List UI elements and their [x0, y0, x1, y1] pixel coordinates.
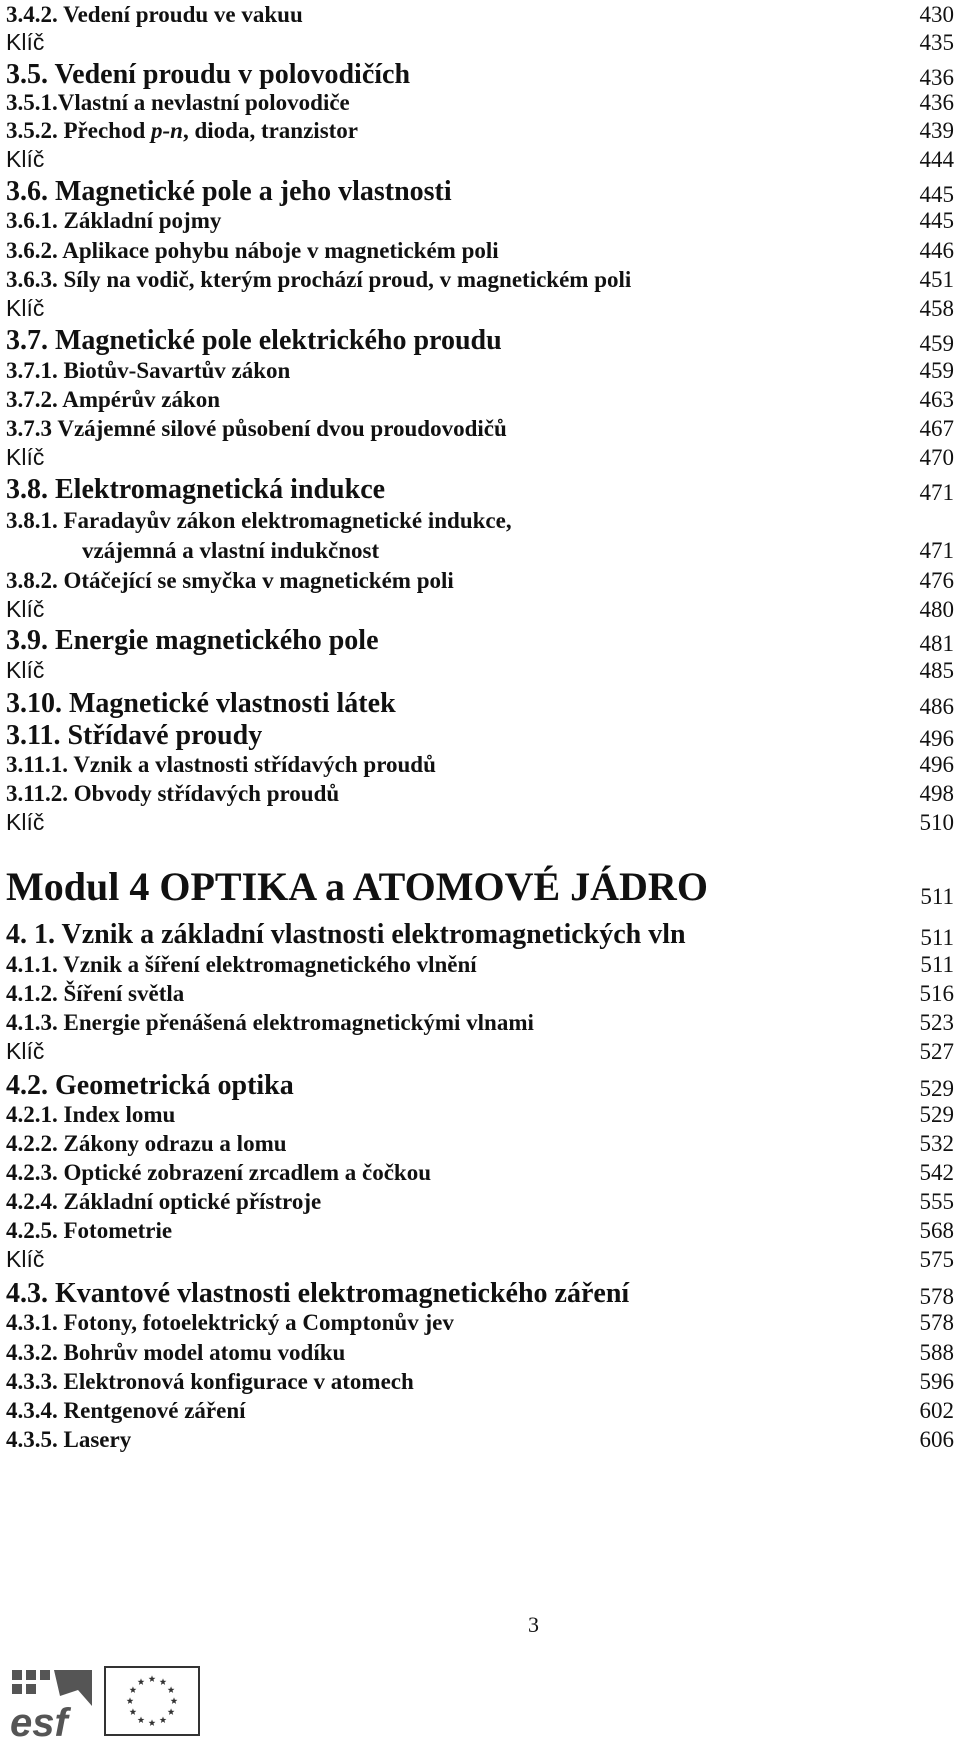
toc-entry-title: 3.5.2. Přechod p-n, dioda, tranzistor	[6, 118, 359, 143]
toc-entry-title: 4. 1. Vznik a základní vlastnosti elektromagnetických vln	[6, 919, 686, 950]
toc-entry-title: 4.3.2. Bohrův model atomu vodíku	[6, 1340, 346, 1365]
toc-entry-title: 3.7.1. Biotův-Savartův zákon	[6, 358, 291, 383]
toc-entry-title: Klíč	[6, 29, 45, 55]
toc-entry-page: 458	[919, 296, 954, 321]
toc-subsection-entry[interactable]	[6, 1425, 960, 1455]
toc-entry-page: 542	[919, 1160, 954, 1185]
toc-entry-page: 498	[919, 781, 954, 806]
toc-entry-title: Klíč	[6, 809, 45, 835]
toc-subsection-entry[interactable]	[6, 88, 960, 118]
toc-entry-title: 4.3.4. Rentgenové záření	[6, 1398, 246, 1423]
toc-entry-title: 3.7.2. Ampérův zákon	[6, 387, 221, 412]
toc-key-entry[interactable]	[6, 145, 960, 175]
toc-entry-page: 511	[920, 925, 954, 950]
toc-subsection-entry[interactable]	[6, 414, 960, 444]
toc-entry-title: 3.10. Magnetické vlastnosti látek	[6, 688, 396, 719]
toc-subsection-entry[interactable]	[6, 1338, 960, 1368]
toc-entry-title: Klíč	[6, 657, 45, 683]
toc-entry-page: 578	[919, 1284, 954, 1309]
toc-entry-page: 471	[919, 538, 954, 563]
toc-entry-page: 555	[919, 1189, 954, 1214]
toc-entry-page: 445	[919, 182, 954, 207]
toc-key-entry[interactable]	[6, 294, 960, 324]
toc-entry-title: 4.3.3. Elektronová konfigurace v atomech	[6, 1369, 414, 1394]
toc-entry-page: 523	[919, 1010, 954, 1035]
toc-entry-page: 602	[919, 1398, 954, 1423]
eu-flag-icon	[104, 1666, 200, 1736]
toc-subsection-entry[interactable]	[6, 1396, 960, 1426]
toc-entry-page: 532	[919, 1131, 954, 1156]
toc-entry-title: 4.3.1. Fotony, fotoelektrický a Comptonův jev	[6, 1310, 454, 1335]
toc-entry-title: 3.8. Elektromagnetická indukce	[6, 474, 386, 505]
toc-entry-title: 4.3.5. Lasery	[6, 1427, 132, 1452]
toc-key-entry[interactable]	[6, 28, 960, 58]
toc-entry-page: 459	[919, 358, 954, 383]
toc-entry-title: 4.2.5. Fotometrie	[6, 1218, 173, 1243]
toc-entry-page: 459	[919, 331, 954, 356]
toc-entry-page: 511	[920, 952, 954, 977]
toc-entry-title: 4.1.2. Šíření světla	[6, 981, 185, 1006]
toc-section-entry[interactable]	[6, 718, 960, 754]
toc-entry-page: 496	[919, 752, 954, 777]
toc-subsection-entry[interactable]	[6, 1100, 960, 1130]
toc-entry-page: 496	[919, 726, 954, 751]
toc-subsection-entry[interactable]	[6, 1367, 960, 1397]
toc-entry-title: Klíč	[6, 1038, 45, 1064]
toc-entry-title: 3.11.1. Vznik a vlastnosti střídavých proudů	[6, 752, 436, 777]
italic-fragment: p-n	[151, 118, 183, 143]
toc-entry-title: 4.2.4. Základní optické přístroje	[6, 1189, 322, 1214]
toc-subsection-entry[interactable]	[6, 1187, 960, 1217]
toc-entry-page: 430	[919, 2, 954, 27]
toc-entry-title: 3.11.2. Obvody střídavých proudů	[6, 781, 340, 806]
toc-entry-title: 3.6. Magnetické pole a jeho vlastnosti	[6, 176, 452, 207]
toc-key-entry[interactable]	[6, 656, 960, 686]
toc-entry-title: 3.6.1. Základní pojmy	[6, 208, 222, 233]
toc-entry-page: 529	[919, 1076, 954, 1101]
toc-entry-title: 3.5. Vedení proudu v polovodičích	[6, 59, 411, 90]
toc-entry-page: 446	[919, 238, 954, 263]
toc-section-entry[interactable]	[6, 623, 960, 659]
esf-logo	[8, 1666, 96, 1740]
toc-entry-title: Modul 4 OPTIKA a ATOMOVÉ JÁDRO	[6, 864, 708, 909]
toc-entry-title: Klíč	[6, 1246, 45, 1272]
toc-subsection-entry[interactable]	[6, 1158, 960, 1188]
toc-section-entry[interactable]	[6, 686, 960, 722]
toc-subsection-entry[interactable]	[6, 1308, 960, 1338]
toc-entry-title: Klíč	[6, 596, 45, 622]
toc-entry-page: 516	[919, 981, 954, 1006]
toc-entry-page: 435	[919, 30, 954, 55]
toc-key-entry[interactable]	[6, 443, 960, 473]
toc-entry-page: 467	[919, 416, 954, 441]
toc-subsection-entry[interactable]	[6, 1216, 960, 1246]
toc-entry-title: 3.6.2. Aplikace pohybu náboje v magnetickém poli	[6, 238, 499, 263]
toc-entry-title: Klíč	[6, 295, 45, 321]
toc-entry-page: 451	[919, 267, 954, 292]
toc-entry-title: 3.7. Magnetické pole elektrického proudu	[6, 325, 502, 356]
toc-module-heading[interactable]	[6, 862, 960, 912]
toc-entry-title: 4.2.2. Zákony odrazu a lomu	[6, 1131, 287, 1156]
toc-subsection-entry[interactable]	[6, 536, 960, 566]
toc-entry-page: 510	[919, 810, 954, 835]
toc-entry-title: 3.8.2. Otáčející se smyčka v magnetickém poli	[6, 568, 454, 593]
toc-entry-page: 588	[919, 1340, 954, 1365]
toc-entry-title: Klíč	[6, 444, 45, 470]
toc-entry-title: 4.1.3. Energie přenášená elektromagnetickými vlnami	[6, 1010, 534, 1035]
toc-entry-page: 486	[919, 694, 954, 719]
toc-section-entry[interactable]	[6, 917, 960, 953]
toc-entry-page: 575	[919, 1247, 954, 1272]
toc-subsection-entry[interactable]	[6, 779, 960, 809]
toc-entry-page: 439	[919, 118, 954, 143]
toc-section-entry[interactable]	[6, 174, 960, 210]
toc-entry-page: 529	[919, 1102, 954, 1127]
toc-entry-page: 481	[919, 631, 954, 656]
toc-key-entry[interactable]	[6, 808, 960, 838]
toc-subsection-entry[interactable]	[6, 1129, 960, 1159]
toc-entry-page: 511	[920, 884, 954, 909]
toc-entry-title: 3.11. Střídavé proudy	[6, 720, 263, 751]
toc-entry-title: 3.7.3 Vzájemné silové působení dvou proudovodičů	[6, 416, 507, 441]
toc-entry-title: 4.3. Kvantové vlastnosti elektromagnetického záření	[6, 1278, 630, 1309]
toc-subsection-entry[interactable]	[6, 979, 960, 1009]
toc-entry-title: 3.5.1.Vlastní a nevlastní polovodiče	[6, 90, 350, 115]
toc-subsection-entry[interactable]	[6, 1008, 960, 1038]
toc-key-entry[interactable]	[6, 1037, 960, 1067]
toc-entry-title: 4.2.1. Index lomu	[6, 1102, 176, 1127]
toc-section-entry[interactable]	[6, 1068, 960, 1104]
toc-entry-title: vzájemná a vlastní indukčnost	[82, 538, 380, 563]
toc-entry-page: 485	[919, 658, 954, 683]
toc-subsection-entry[interactable]	[6, 385, 960, 415]
toc-entry-title: 3.6.3. Síly na vodič, kterým prochází proud, v magnetickém poli	[6, 267, 632, 292]
toc-entry-title: 4.1.1. Vznik a šíření elektromagnetického vlnění	[6, 952, 477, 977]
toc-subsection-entry[interactable]	[6, 950, 960, 980]
toc-entry-title: 4.2. Geometrická optika	[6, 1070, 294, 1101]
toc-entry-page: 444	[919, 147, 954, 172]
toc-entry-title: 3.9. Energie magnetického pole	[6, 625, 379, 656]
esf-logo-text: esf	[10, 1701, 68, 1740]
toc-entry-page: 480	[919, 597, 954, 622]
toc-entry-page: 568	[919, 1218, 954, 1243]
toc-subsection-entry[interactable]	[6, 236, 960, 266]
toc-entry-page: 463	[919, 387, 954, 412]
toc-subsection-entry[interactable]	[6, 265, 960, 295]
toc-subsection-entry[interactable]	[6, 750, 960, 780]
toc-entry-page: 606	[919, 1427, 954, 1452]
toc-subsection-entry[interactable]	[6, 0, 960, 30]
toc-entry-page: 578	[919, 1310, 954, 1335]
toc-entry-page: 445	[919, 208, 954, 233]
toc-entry-page: 476	[919, 568, 954, 593]
toc-entry-page: 471	[919, 480, 954, 505]
toc-subsection-entry[interactable]	[6, 566, 960, 596]
toc-section-entry[interactable]	[6, 323, 960, 359]
toc-key-entry[interactable]	[6, 595, 960, 625]
toc-subsection-entry[interactable]	[6, 356, 960, 386]
toc-entry-title: 4.2.3. Optické zobrazení zrcadlem a čočkou	[6, 1160, 432, 1185]
toc-entry-title: 3.8.1. Faradayův zákon elektromagnetické indukce,	[6, 508, 512, 533]
toc-subsection-entry[interactable]	[6, 116, 960, 146]
toc-entry-title: Klíč	[6, 146, 45, 172]
toc-subsection-entry[interactable]	[6, 206, 960, 236]
toc-subsection-entry[interactable]	[6, 506, 960, 536]
toc-section-entry[interactable]	[6, 1276, 960, 1312]
toc-entry-title: 3.4.2. Vedení proudu ve vakuu	[6, 2, 303, 27]
toc-entry-page: 470	[919, 445, 954, 470]
toc-key-entry[interactable]	[6, 1245, 960, 1275]
toc-entry-page: 527	[919, 1039, 954, 1064]
toc-section-entry[interactable]	[6, 472, 960, 508]
toc-entry-page: 436	[919, 90, 954, 115]
toc-entry-page: 436	[919, 65, 954, 90]
page-number: 3	[528, 1612, 539, 1637]
toc-entry-page: 596	[919, 1369, 954, 1394]
